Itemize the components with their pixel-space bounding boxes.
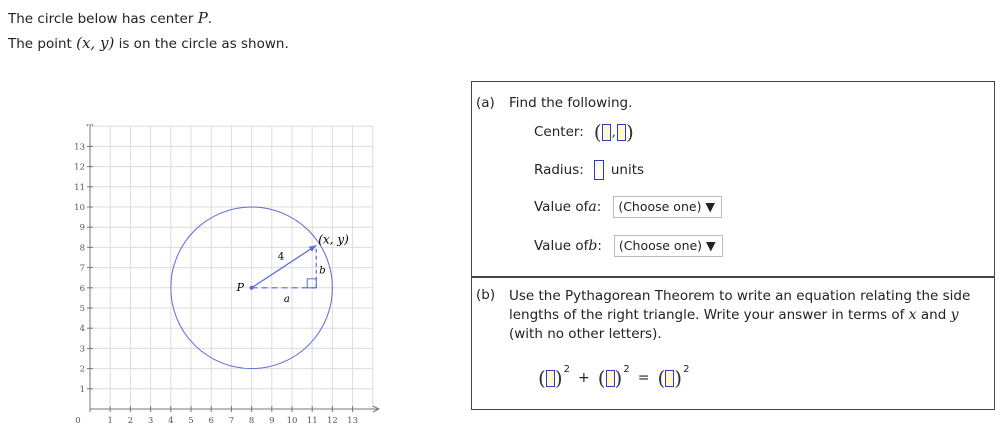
y-tick-label: 10 — [74, 203, 85, 213]
x-tick-label: 7 — [228, 416, 235, 424]
x-tick-label: 13 — [347, 416, 359, 424]
point-label: (x, y) — [318, 232, 349, 247]
y-tick-label: 7 — [79, 263, 85, 274]
part-a-prompt: Find the following. — [509, 95, 633, 111]
graph-grid — [90, 126, 373, 409]
center-row — [534, 122, 634, 142]
y-tick-label: 3 — [79, 344, 85, 355]
term-2-exponent: 2 — [623, 363, 630, 375]
b-label: b — [319, 265, 326, 277]
pythagorean-equation: ( ) 2 + ( ) 2 = ( ) 2 — [538, 363, 690, 390]
y-tick-label: 5 — [79, 304, 85, 314]
y-tick-label: 11 — [74, 182, 85, 193]
x-tick-label: 6 — [208, 416, 214, 424]
point-var: (x, y) — [76, 34, 115, 52]
a-var: a — [588, 199, 597, 215]
x-tick-label: 11 — [306, 416, 318, 424]
part-b-label: (b) — [476, 287, 496, 303]
x-tick-label: 4 — [168, 416, 174, 424]
radius-units: units — [610, 162, 645, 178]
coordinate-graph — [70, 124, 390, 424]
part-b-instructions: Use the Pythagorean Theorem to write an equation relating the side lengths of the right triangle. Write your answer in terms of x and y (with no other letters). — [509, 288, 971, 342]
term-3-input[interactable] — [665, 370, 674, 387]
y-tick-label: 1 — [79, 384, 85, 395]
y-tick-label: 8 — [79, 243, 85, 254]
term-1-input[interactable] — [546, 370, 555, 387]
y-tick-label: 13 — [74, 142, 85, 153]
point-arrowhead — [309, 245, 316, 251]
open-paren: ( — [593, 120, 602, 144]
center-label-text: Center: — [534, 124, 584, 140]
a-value-row: Value of a : (Choose one) ▼ — [534, 196, 722, 218]
term-1-exponent: 2 — [563, 363, 570, 375]
b-value-select[interactable]: (Choose one) ▼ — [614, 235, 723, 257]
y-tick-label: 12 — [74, 162, 85, 173]
part-a-label: (a) — [476, 95, 495, 111]
problem-intro — [8, 6, 289, 56]
x-tick-label: 8 — [248, 416, 255, 424]
radius-label-text: Radius: — [534, 162, 584, 178]
x-tick-label: 5 — [188, 416, 194, 424]
center-x-input[interactable] — [602, 124, 611, 141]
term-2-input[interactable] — [606, 370, 615, 387]
intro-line-1: The circle below has center P. — [8, 9, 213, 27]
term-3-exponent: 2 — [683, 363, 690, 375]
comma: , — [611, 124, 617, 140]
plus-sign: + — [578, 370, 590, 386]
x-tick-label: 0 — [75, 416, 81, 424]
equals-sign: = — [637, 370, 650, 386]
y-tick-label: 4 — [79, 324, 85, 335]
center-point — [250, 286, 254, 290]
y-tick-label: 2 — [79, 364, 85, 375]
x-tick-label: 9 — [269, 416, 275, 424]
b-var: b — [588, 238, 598, 254]
intro-line-2: The point (x, y) is on the circle as shown. — [8, 34, 289, 52]
x-tick-label: 1 — [107, 416, 113, 424]
center-var: P — [197, 9, 208, 27]
x-tick-label: 12 — [326, 416, 338, 424]
x-tick-label: 2 — [127, 416, 134, 424]
b-value-row: Value of b : (Choose one) ▼ — [534, 235, 723, 257]
close-paren: ) — [626, 120, 634, 144]
a-value-select[interactable]: (Choose one) ▼ — [613, 196, 722, 218]
radius-row — [534, 160, 644, 180]
x-tick-label: 3 — [147, 416, 154, 424]
a-label: a — [283, 293, 290, 305]
x-tick-label: 10 — [286, 416, 298, 424]
y-tick-label: 6 — [79, 283, 85, 294]
center-y-input[interactable] — [617, 124, 626, 141]
var-x: x — [908, 307, 917, 323]
part-a-panel — [471, 81, 995, 277]
radius-input[interactable] — [594, 160, 604, 180]
part-b-panel — [471, 277, 995, 410]
var-y: y — [950, 307, 959, 323]
center-label: P — [236, 280, 245, 294]
y-tick-label: 9 — [79, 223, 85, 234]
graph-tick-labels — [74, 142, 358, 424]
radius-label: 4 — [277, 251, 285, 263]
